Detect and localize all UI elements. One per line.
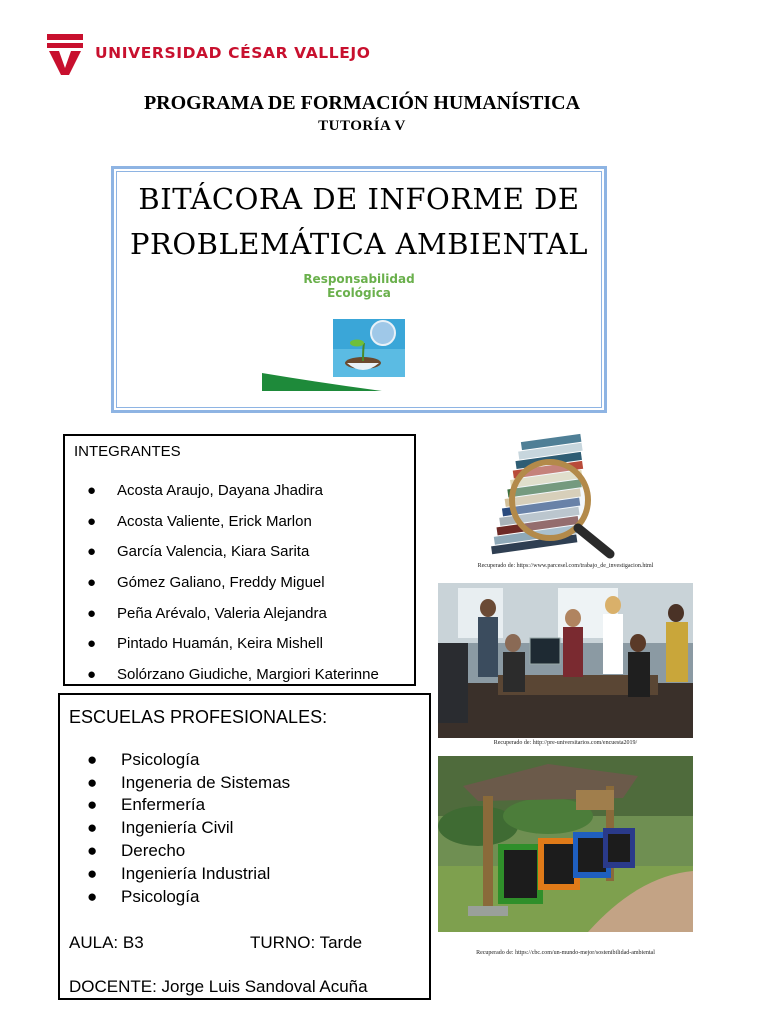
member-item: [87, 543, 309, 560]
members-heading: INTEGRANTES: [74, 443, 181, 460]
school-item: [87, 887, 199, 907]
member-item: [87, 513, 312, 530]
bullet-icon: ●: [87, 513, 97, 530]
cover-title-line2: PROBLEMÁTICA AMBIENTAL: [130, 227, 588, 261]
member-name: Acosta Araujo, Dayana Jhadira: [117, 482, 323, 499]
eco-responsibility-label: [114, 272, 604, 300]
member-item: [87, 635, 323, 652]
school-item: [87, 818, 233, 838]
school-name: Psicología: [121, 750, 200, 769]
cover-title-line1: BITÁCORA DE INFORME DE: [138, 182, 580, 216]
team-meeting-image: [438, 583, 693, 738]
bullet-icon: ●: [87, 574, 97, 591]
member-item: [87, 605, 327, 622]
bullet-icon: ●: [87, 750, 98, 769]
school-name: Derecho: [121, 841, 186, 860]
bullet-icon: ●: [87, 666, 97, 683]
member-item: [87, 666, 379, 683]
member-item: [87, 482, 323, 499]
bins-image-caption: Recuperado de: https://cbc.com/un-mundo-mejor/sostenibilidad-ambiental: [476, 950, 655, 956]
school-name: Ingeniería Industrial: [121, 864, 271, 883]
school-name: Psicología: [121, 887, 200, 906]
bullet-icon: ●: [87, 482, 97, 499]
member-name: García Valencia, Kiara Sarita: [117, 543, 310, 560]
bullet-icon: ●: [87, 605, 97, 622]
bullet-icon: ●: [87, 887, 98, 906]
program-title: PROGRAMA DE FORMACIÓN HUMANÍSTICA: [143, 92, 581, 114]
member-item: [87, 574, 325, 591]
bullet-icon: ●: [87, 773, 98, 792]
member-name: Peña Arévalo, Valeria Alejandra: [117, 605, 327, 622]
member-name: Solórzano Giudiche, Margiori Katerinne: [117, 666, 379, 683]
school-item: [87, 864, 270, 884]
school-item: [87, 750, 199, 770]
bullet-icon: ●: [87, 795, 98, 814]
green-swoosh-decoration: [262, 369, 382, 391]
school-name: Ingeniería Civil: [121, 818, 234, 837]
schools-heading: ESCUELAS PROFESIONALES:: [69, 707, 328, 727]
bullet-icon: ●: [87, 864, 98, 883]
university-logo-icon: [45, 32, 85, 76]
school-item: [87, 795, 205, 815]
bullet-icon: ●: [87, 543, 97, 560]
books-magnifier-image: [470, 432, 690, 560]
members-box: [63, 434, 416, 686]
tutoria-label: TUTORÍA V: [318, 118, 406, 134]
school-name: Ingeneria de Sistemas: [121, 773, 291, 792]
cover-title: [114, 177, 604, 267]
bullet-icon: ●: [87, 818, 98, 837]
cover-box: [111, 166, 607, 413]
books-image-caption: Recuperado de: https://www.parcesel.com/trabajo_de_investigacion.html: [477, 563, 654, 569]
eco-label-line1: Responsabilidad: [303, 272, 415, 286]
university-name: UNIVERSIDAD CÉSAR VALLEJO: [95, 44, 371, 62]
team-image-caption: Recuperado de: http://pre-universitarios.com/encuesta2019/: [493, 740, 638, 746]
schools-box: [58, 693, 431, 1000]
bullet-icon: ●: [87, 841, 98, 860]
docente-label: DOCENTE: Jorge Luis Sandoval Acuña: [69, 977, 368, 996]
school-name: Enfermería: [121, 795, 206, 814]
school-item: [87, 773, 290, 793]
eco-label-line2: Ecológica: [327, 286, 391, 300]
bullet-icon: ●: [87, 635, 97, 652]
aula-label: AULA: B3: [69, 933, 144, 952]
recycling-bins-image: [438, 756, 693, 932]
school-item: [87, 841, 185, 861]
member-name: Pintado Huamán, Keira Mishell: [117, 635, 323, 652]
member-name: Acosta Valiente, Erick Marlon: [117, 513, 312, 530]
member-name: Gómez Galiano, Freddy Miguel: [117, 574, 325, 591]
turno-label: TURNO: Tarde: [250, 933, 363, 952]
